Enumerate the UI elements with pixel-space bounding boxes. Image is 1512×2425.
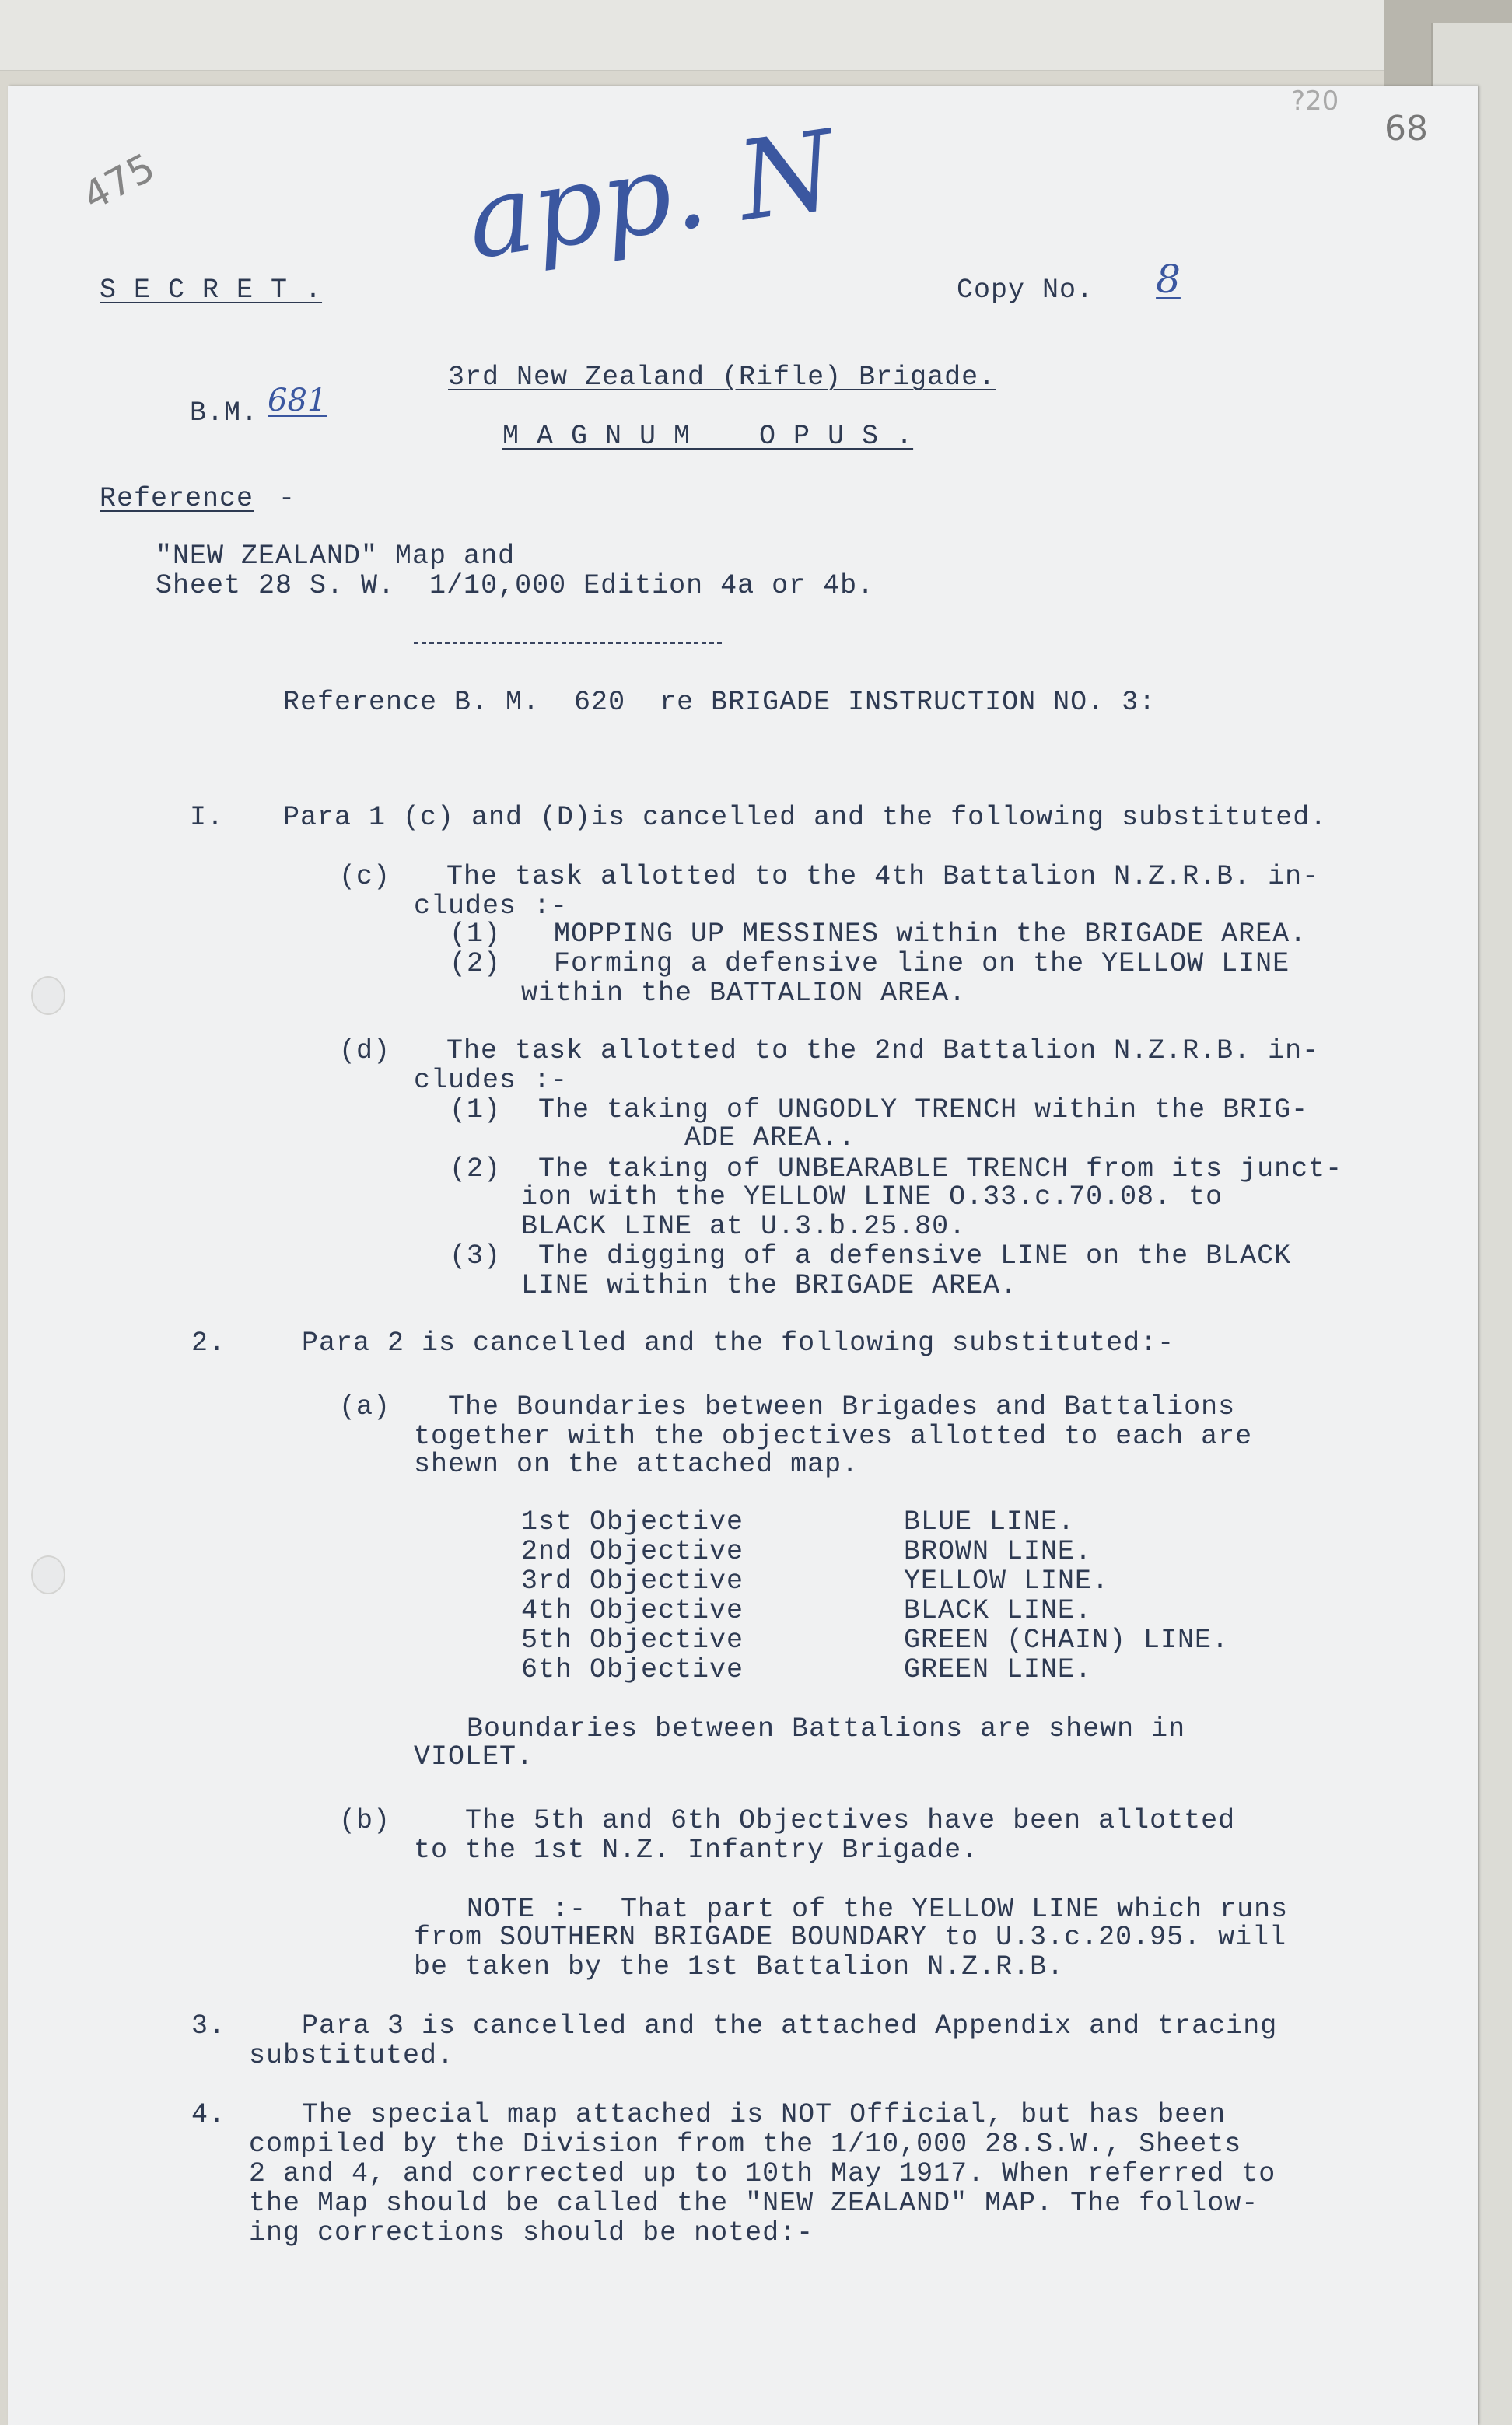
pencil-number: 475 xyxy=(75,144,163,220)
para-4-text: compiled by the Division from the 1/10,000 28.S.W., Sheets xyxy=(249,2129,1242,2160)
appendix-annotation: app. N xyxy=(459,107,843,285)
item-text: ADE AREA.. xyxy=(684,1122,856,1153)
item-number: (1) xyxy=(450,1094,502,1125)
note-text: from SOUTHERN BRIGADE BOUNDARY to U.3.c.20.95. will xyxy=(414,1922,1287,1953)
document-title: M A G N U M O P U S . xyxy=(502,421,914,452)
item-text: The taking of UNGODLY TRENCH within the BRIG- xyxy=(538,1094,1309,1125)
underlying-sheets-top xyxy=(0,0,1447,71)
bm-label: B.M. xyxy=(190,397,259,429)
para-3-text: substituted. xyxy=(249,2040,455,2071)
objective-line: GREEN LINE. xyxy=(904,1654,1093,1685)
item-number: (1) xyxy=(450,919,502,950)
copy-label: Copy No. xyxy=(957,275,1094,306)
bm-number: 681 xyxy=(268,383,327,418)
item-number: (3) xyxy=(450,1240,502,1272)
secret-heading: S E C R E T . xyxy=(100,275,323,306)
para-1-number: I. xyxy=(190,802,225,833)
copy-number: 8 xyxy=(1156,257,1181,302)
para-1d-line: The task allotted to the 2nd Battalion N.Z.R.B. in- xyxy=(446,1035,1320,1066)
para-1c-line: cludes :- xyxy=(414,891,569,922)
item-number: (2) xyxy=(450,1153,502,1185)
reference-label: Reference xyxy=(100,483,254,514)
separator-dashes xyxy=(414,642,722,644)
objective-name: 5th Objective xyxy=(521,1625,744,1656)
objective-line: YELLOW LINE. xyxy=(904,1566,1110,1597)
reference-dash: - xyxy=(261,483,296,514)
para-2-text: Para 2 is cancelled and the following substituted:- xyxy=(302,1328,1175,1359)
para-4-text: the Map should be called the "NEW ZEALAND" MAP. The follow- xyxy=(249,2188,1259,2219)
punch-hole-top xyxy=(31,976,65,1015)
para-1d-label: (d) xyxy=(339,1035,391,1066)
para-4-number: 4. xyxy=(191,2099,226,2130)
item-text: The digging of a defensive LINE on the BLACK xyxy=(538,1240,1292,1272)
objective-line: GREEN (CHAIN) LINE. xyxy=(904,1625,1230,1656)
item-text: MOPPING UP MESSINES within the BRIGADE AREA. xyxy=(554,919,1307,950)
para-1c-line: The task allotted to the 4th Battalion N.Z.R.B. in- xyxy=(446,861,1320,892)
objective-name: 3rd Objective xyxy=(521,1566,744,1597)
objective-line: BROWN LINE. xyxy=(904,1536,1093,1567)
objective-line: BLUE LINE. xyxy=(904,1506,1076,1538)
para-1c-label: (c) xyxy=(339,861,391,892)
boundaries-text: Boundaries between Battalions are shewn in xyxy=(467,1713,1186,1744)
para-2a-line: The Boundaries between Brigades and Battalions xyxy=(448,1391,1236,1422)
para-2b-line: The 5th and 6th Objectives have been allotted xyxy=(465,1805,1236,1836)
para-2b-line: to the 1st N.Z. Infantry Brigade. xyxy=(414,1835,979,1866)
item-text: Forming a defensive line on the YELLOW LINE xyxy=(554,948,1290,979)
reference-instruction: Reference B. M. 620 re BRIGADE INSTRUCTION NO. 3: xyxy=(283,687,1157,718)
boundaries-text: VIOLET. xyxy=(414,1741,534,1772)
note-text: NOTE :- That part of the YELLOW LINE which runs xyxy=(467,1894,1289,1925)
objective-name: 1st Objective xyxy=(521,1506,744,1538)
objective-line: BLACK LINE. xyxy=(904,1595,1093,1626)
note-text: be taken by the 1st Battalion N.Z.R.B. xyxy=(414,1951,1065,1982)
para-3-number: 3. xyxy=(191,2010,226,2042)
para-2-number: 2. xyxy=(191,1328,226,1359)
para-4-text: The special map attached is NOT Official, but has been xyxy=(302,2099,1227,2130)
item-text: within the BATTALION AREA. xyxy=(521,978,967,1009)
para-4-text: ing corrections should be noted:- xyxy=(249,2217,814,2248)
item-text: LINE within the BRIGADE AREA. xyxy=(521,1270,1018,1301)
para-4-text: 2 and 4, and corrected up to 10th May 1917. When referred to xyxy=(249,2158,1276,2189)
reference-line-2: Sheet 28 S. W. 1/10,000 Edition 4a or 4b. xyxy=(156,570,875,601)
item-number: (2) xyxy=(450,948,502,979)
para-2a-line: together with the objectives allotted to each are xyxy=(414,1421,1253,1452)
folio-number-faint: ?20 xyxy=(1291,86,1339,117)
folio-number: 68 xyxy=(1384,109,1428,149)
item-text: BLACK LINE at U.3.b.25.80. xyxy=(521,1211,967,1242)
item-text: ion with the YELLOW LINE O.33.c.70.08. to xyxy=(521,1181,1223,1212)
para-2a-line: shewn on the attached map. xyxy=(414,1449,859,1480)
para-2a-label: (a) xyxy=(339,1391,391,1422)
para-3-text: Para 3 is cancelled and the attached Appendix and tracing xyxy=(302,2010,1278,2042)
objective-name: 4th Objective xyxy=(521,1595,744,1626)
para-1d-line: cludes :- xyxy=(414,1065,569,1096)
objective-name: 6th Objective xyxy=(521,1654,744,1685)
objective-name: 2nd Objective xyxy=(521,1536,744,1567)
para-2b-label: (b) xyxy=(339,1805,391,1836)
item-text: The taking of UNBEARABLE TRENCH from its junct- xyxy=(538,1153,1343,1185)
brigade-title: 3rd New Zealand (Rifle) Brigade. xyxy=(448,362,996,393)
para-1-text: Para 1 (c) and (D)is cancelled and the following substituted. xyxy=(283,802,1328,833)
reference-line-1: "NEW ZEALAND" Map and xyxy=(156,541,516,572)
punch-hole-bottom xyxy=(31,1555,65,1594)
